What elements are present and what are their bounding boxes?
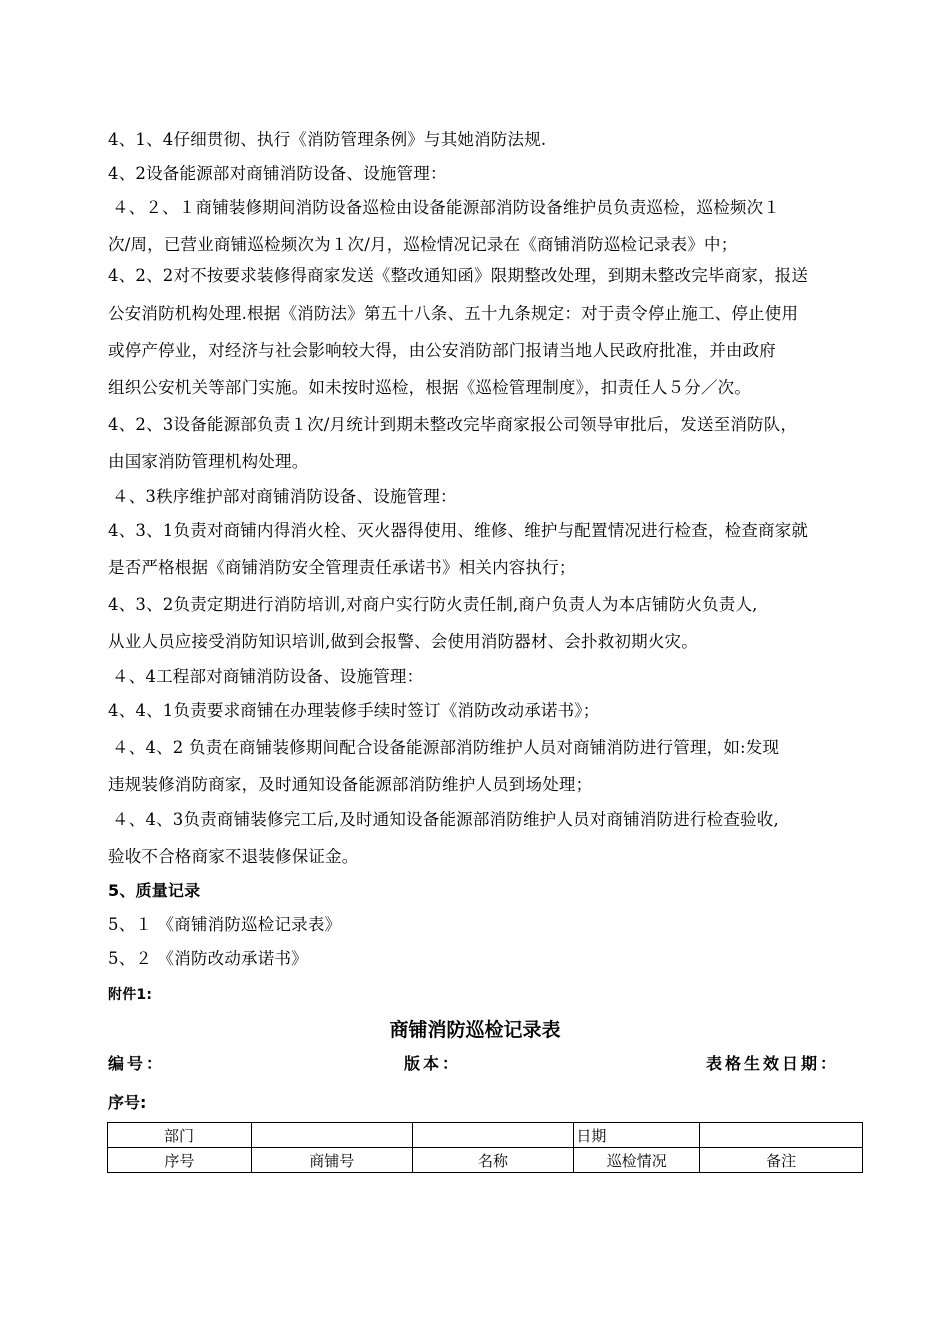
paragraph-line: 或停产停业，对经济与社会影响较大得，由公安消防部门报请当地人民政府批准，并由政府 (108, 341, 776, 360)
dept-label-cell: 部门 (108, 1123, 252, 1148)
date-label-cell: 日期 (574, 1123, 700, 1148)
paragraph-line: 违规装修消防商家，及时通知设备能源部消防维护人员到场处理； (108, 775, 593, 794)
paragraph-line: 4、2设备能源部对商铺消防设备、设施管理： (108, 164, 447, 183)
section-heading: 5、质量记录 (108, 881, 201, 900)
form-title: 商铺消防巡检记录表 (389, 1019, 561, 1041)
paragraph-line: 从业人员应接受消防知识培训,做到会报警、会使用消防器材、会扑救初期火灾。 (108, 632, 698, 651)
form-effective-date-label: 表格生效日期： (706, 1054, 840, 1073)
paragraph-line: ４、２、１商铺装修期间消防设备巡检由设备能源部消防设备维护员负责巡检，巡检频次１ (112, 198, 780, 217)
paragraph-line: 由国家消防管理机构处理。 (108, 452, 309, 471)
paragraph-line: ４、3秩序维护部对商铺消防设备、设施管理： (112, 487, 457, 506)
date-value-cell[interactable] (700, 1123, 863, 1148)
paragraph-line: 4、3、2负责定期进行消防培训,对商户实行防火责任制,商户负责人为本店铺防火负责人, (108, 595, 758, 614)
form-seq-label: 序号: (108, 1093, 147, 1112)
paragraph-line: ４、4、2 负责在商铺装修期间配合设备能源部消防维护人员对商铺消防进行管理，如:发现 (112, 738, 780, 757)
paragraph-line: ４、4、3负责商铺装修完工后,及时通知设备能源部消防维护人员对商铺消防进行检查验收, (112, 810, 779, 829)
table-row (108, 1123, 863, 1148)
column-header: 备注 (700, 1148, 863, 1173)
paragraph-line: 4、3、1负责对商铺内得消火栓、灭火器得使用、维修、维护与配置情况进行检查，检查商家就 (108, 521, 809, 540)
table-header-row (108, 1148, 863, 1173)
record-item: 5、２ 《消防改动承诺书》 (108, 949, 308, 968)
form-version-label: 版本： (404, 1054, 462, 1073)
paragraph-line: 验收不合格商家不退装修保证金。 (108, 847, 359, 866)
paragraph-line: 是否严格根据《商铺消防安全管理责任承诺书》相关内容执行； (108, 558, 576, 577)
inspection-record-table (107, 1122, 863, 1173)
paragraph-line: 组织公安机关等部门实施。如未按时巡检，根据《巡检管理制度》，扣责任人５分／次。 (108, 378, 752, 397)
column-header: 序号 (108, 1148, 252, 1173)
attachment-label: 附件1: (108, 987, 153, 1003)
form-number-label: 编号： (108, 1054, 166, 1073)
column-header: 商铺号 (251, 1148, 412, 1173)
paragraph-line: 4、2、2对不按要求装修得商家发送《整改通知函》限期整改处理，到期未整改完毕商家，报送 (108, 266, 809, 285)
column-header: 巡检情况 (574, 1148, 700, 1173)
column-header: 名称 (412, 1148, 574, 1173)
paragraph-line: 4、2、3设备能源部负责１次/月统计到期未整改完毕商家报公司领导审批后，发送至消防队， (108, 415, 798, 434)
paragraph-line: 4、1、4仔细贯彻、执行《消防管理条例》与其她消防法规. (108, 130, 547, 149)
empty-cell[interactable] (412, 1123, 574, 1148)
paragraph-line: 公安消防机构处理.根据《消防法》第五十八条、五十九条规定：对于责令停止施工、停止使用 (108, 304, 799, 323)
paragraph-line: 次/周，已营业商铺巡检频次为１次/月，巡检情况记录在《商铺消防巡检记录表》中； (108, 235, 738, 254)
paragraph-line: 4、4、1负责要求商铺在办理装修手续时签订《消防改动承诺书》； (108, 701, 600, 720)
dept-value-cell[interactable] (251, 1123, 412, 1148)
paragraph-line: ４、4工程部对商铺消防设备、设施管理： (112, 667, 424, 686)
record-item: 5、１ 《商铺消防巡检记录表》 (108, 915, 342, 934)
